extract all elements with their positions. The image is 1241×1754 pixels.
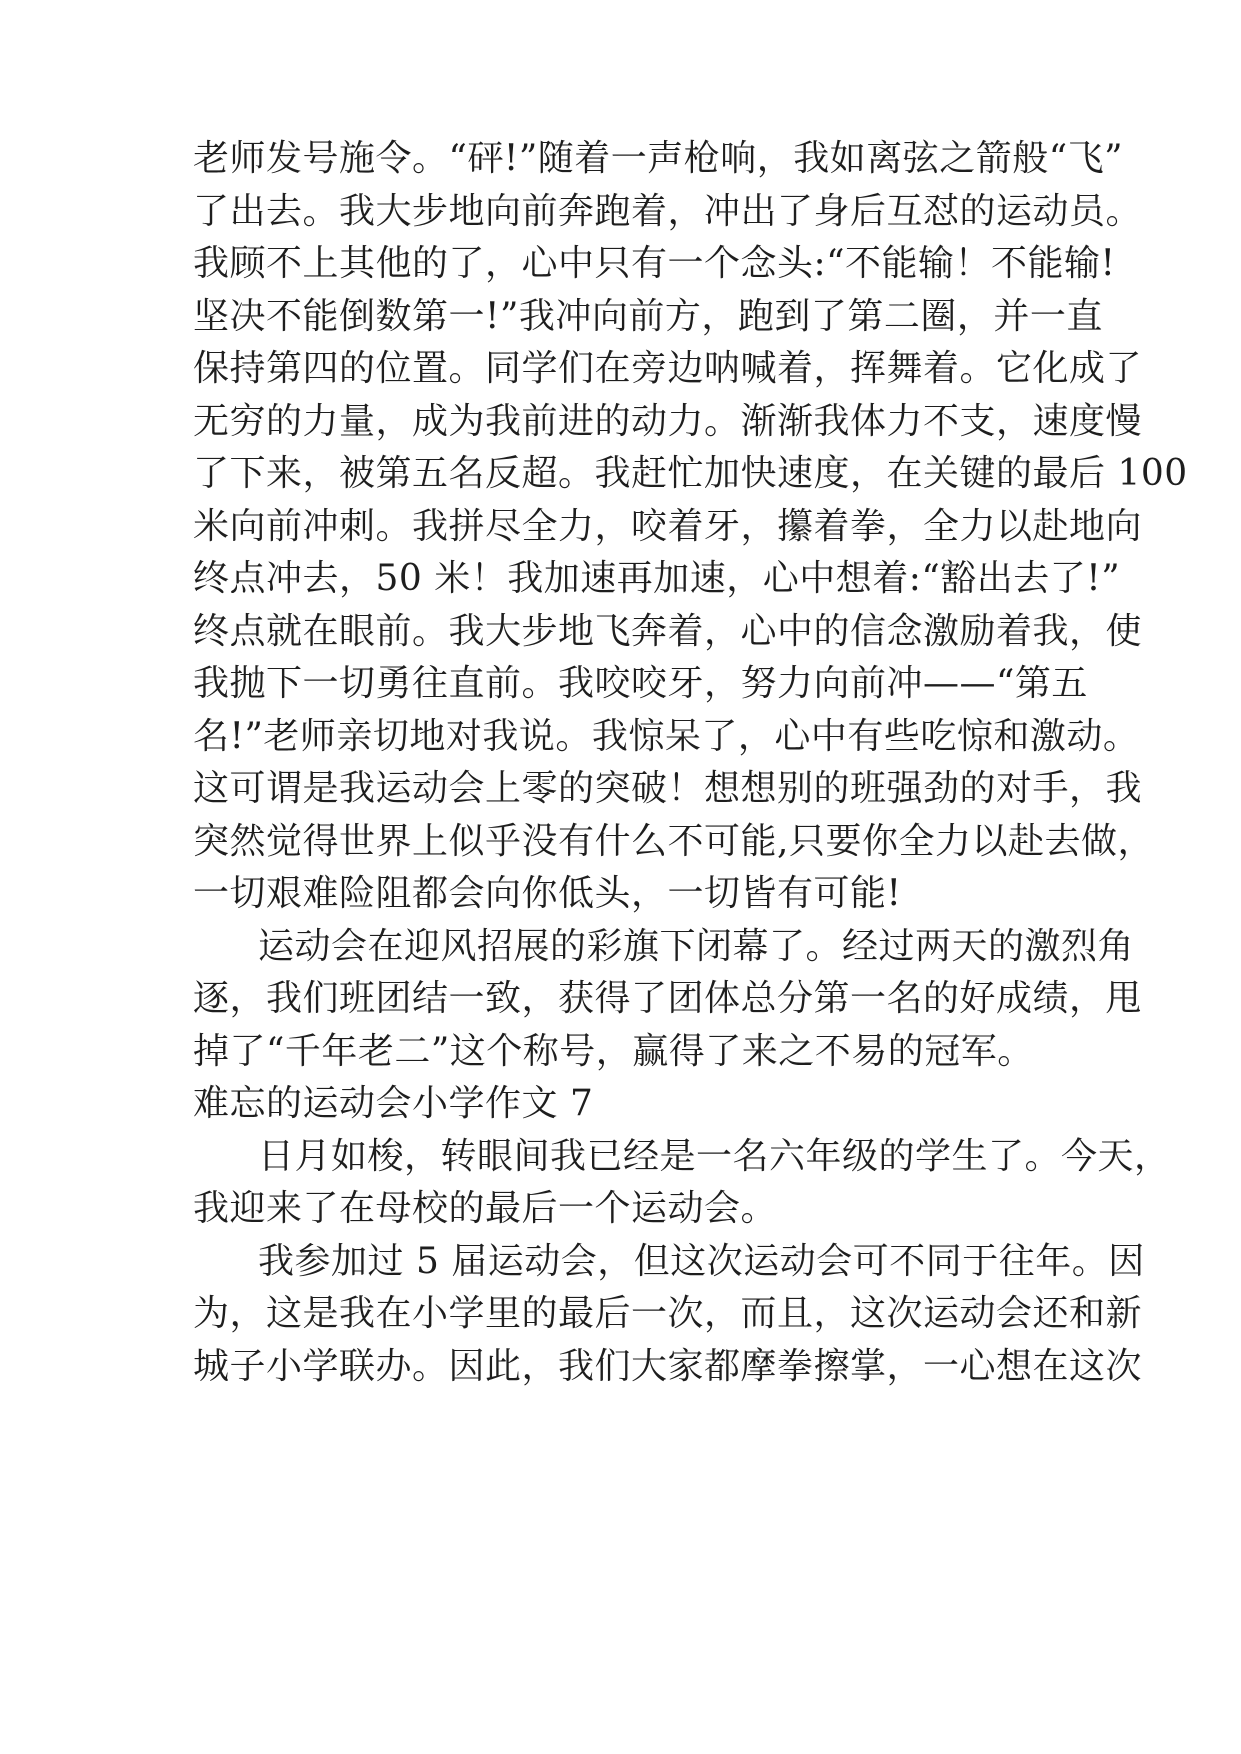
text-line: 我顾不上其他的了，心中只有一个念头:“不能输！不能输! — [193, 243, 1116, 284]
text-line: 米向前冲刺。我拼尽全力，咬着牙，攥着拳，全力以赴地向 — [193, 505, 1143, 547]
section-heading: 难忘的运动会小学作文 7 — [193, 1083, 594, 1124]
text-line: 这可谓是我运动会上零的突破！想想别的班强劲的对手，我 — [193, 768, 1143, 809]
paragraph-start-line: 日月如梭，转眼间我已经是一名六年级的学生了。今天， — [258, 1135, 1171, 1177]
text-line: 为，这是我在小学里的最后一次，而且，这次运动会还和新 — [193, 1293, 1143, 1334]
text-line: 坚决不能倒数第一!”我冲向前方，跑到了第二圈，并一直 — [193, 295, 1103, 337]
text-line: 突然觉得世界上似乎没有什么不可能,只要你全力以赴去做， — [193, 820, 1154, 862]
document-body — [193, 133, 1188, 1393]
text-line: 无穷的力量，成为我前进的动力。渐渐我体力不支，速度慢 — [193, 400, 1143, 442]
text-line: 我迎来了在母校的最后一个运动会。 — [193, 1188, 778, 1229]
text-line: 终点冲去，50 米！我加速再加速，心中想着:“豁出去了!” — [193, 558, 1121, 599]
text-line: 了出去。我大步地向前奔跑着，冲出了身后互怼的运动员。 — [193, 190, 1143, 232]
text-line: 名!”老师亲切地对我说。我惊呆了，心中有些吃惊和激动。 — [193, 715, 1140, 757]
text-line: 老师发号施令。“砰!”随着一声枪响，我如离弦之箭般“飞” — [193, 138, 1124, 179]
text-line: 一切艰难险阻都会向你低头，一切皆有可能! — [193, 873, 902, 914]
paragraph-start-line: 我参加过 5 届运动会，但这次运动会可不同于往年。因 — [258, 1240, 1145, 1282]
text-line: 终点就在眼前。我大步地飞奔着，心中的信念激励着我，使 — [193, 610, 1143, 652]
text-line: 我抛下一切勇往直前。我咬咬牙，努力向前冲——“第五 — [193, 663, 1088, 704]
text-line: 城子小学联办。因此，我们大家都摩拳擦掌，一心想在这次 — [193, 1345, 1143, 1387]
text-line: 了下来，被第五名反超。我赶忙加快速度，在关键的最后 100 — [193, 453, 1188, 494]
paragraph-start-line: 运动会在迎风招展的彩旗下闭幕了。经过两天的激烈角 — [258, 925, 1135, 967]
text-line: 保持第四的位置。同学们在旁边呐喊着，挥舞着。它化成了 — [193, 348, 1143, 389]
text-line: 掉了“千年老二”这个称号，赢得了来之不易的冠军。 — [193, 1030, 1034, 1072]
text-line: 逐，我们班团结一致，获得了团体总分第一名的好成绩，甩 — [193, 978, 1143, 1019]
